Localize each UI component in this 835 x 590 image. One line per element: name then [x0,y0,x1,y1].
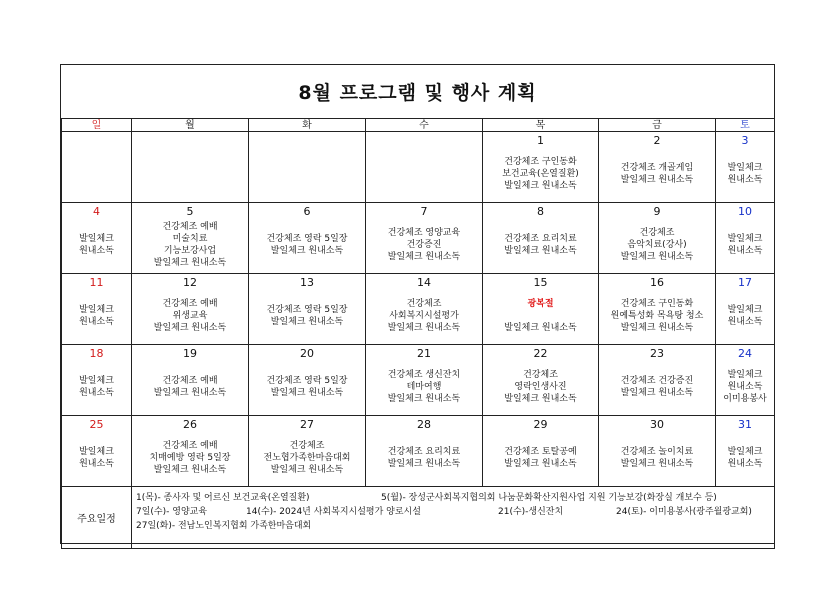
event-item: 발일체크 원내소독 [153,323,227,333]
day-cell [249,345,366,416]
day-cell [483,345,599,416]
event-item: 미술치료 [172,234,208,244]
day-number: 12 [183,276,197,289]
event-list [483,217,598,273]
day-cell [62,203,132,274]
week-row [62,274,775,345]
event-item: 전노협가족한마음대회 [263,453,351,463]
event-item: 발일체크 원내소독 [153,258,227,268]
event-item: 건강체조 구인동화 [504,157,577,167]
event-item: 건강체조 토탈공예 [504,447,577,457]
day-number: 15 [533,276,548,289]
week-row [62,132,775,203]
event-item: 원내소독 [727,317,763,327]
event-item: 건강체조 [639,228,675,238]
weekday-tuesday: 화 [249,119,366,132]
event-list [366,217,482,273]
day-cell [249,132,366,203]
event-item: 발일체크 [727,305,763,315]
week-row [62,345,775,416]
week-row [62,203,775,274]
event-item: 건강체조 생신잔치 [387,370,461,380]
event-item: 발일체크 원내소독 [620,252,694,262]
event-item: 원내소독 [79,246,114,256]
day-number: 13 [300,276,314,289]
event-item: 건강체조 요리치료 [387,447,461,457]
weekday-header-row [62,119,775,132]
event-item: 발일체크 원내소독 [504,323,577,333]
event-list [249,288,365,344]
event-list [249,146,365,202]
day-number: 22 [533,347,548,360]
event-item: 발일체크 [727,370,763,380]
notes-line-3 [136,519,774,533]
event-item: 발일체크 [727,163,763,173]
day-cell [716,345,775,416]
event-item: 원내소독 [727,459,763,469]
day-number: 6 [303,205,311,218]
day-cell [62,345,132,416]
day-number: 28 [417,418,431,431]
day-cell [62,416,132,487]
notes-line-2 [136,505,774,519]
event-list [132,359,248,415]
day-cell [132,132,249,203]
event-list [599,288,715,344]
day-number: 8 [537,205,544,218]
day-number: 14 [417,276,431,289]
event-item: 건강체조 건강증진 [620,376,694,386]
event-item: 건강증진 [406,240,442,250]
event-item: 건강체조 예배 [162,441,218,451]
event-list [132,430,248,486]
day-number: 29 [533,418,548,431]
note-item: 27일(화)- 전남노인복지협회 가족한마음대회 [136,521,312,531]
event-list [249,430,365,486]
notes-label: 주요일정 [62,487,132,549]
event-list [62,430,131,486]
event-item: 보건교육(온열질환) [502,169,579,179]
event-item: 발일체크 원내소독 [387,394,461,404]
event-item: 발일체크 원내소독 [504,459,577,469]
event-item: 발일체크 원내소독 [620,388,694,398]
day-cell [483,416,599,487]
day-cell [599,132,716,203]
event-list [366,359,482,415]
day-cell [132,274,249,345]
event-list [132,217,248,273]
event-list [599,146,715,202]
event-item: 발일체크 원내소독 [504,246,577,256]
event-list [716,146,774,202]
calendar-frame [60,64,775,544]
event-list [599,430,715,486]
day-number: 3 [741,134,749,147]
event-item: 발일체크 원내소독 [153,388,227,398]
event-item: 테마여행 [406,382,442,392]
day-number: 19 [183,347,197,360]
event-list [249,217,365,273]
day-cell [132,203,249,274]
event-item: 발일체크 [727,234,763,244]
event-item: 원내소독 [79,388,114,398]
event-item: 발일체크 [79,376,114,386]
event-item: 발일체크 원내소독 [270,465,344,475]
day-cell [483,203,599,274]
day-number: 4 [93,205,100,218]
day-number: 26 [183,418,197,431]
holiday-label: 광복절 [527,299,554,309]
day-cell [716,416,775,487]
event-item: 발일체크 원내소독 [620,175,694,185]
note-item: 14(수)- 2024년 사회복지시설평가 양로시설 [246,507,421,517]
day-number: 20 [300,347,314,360]
note-item: 1(목)- 종사자 및 어르신 보건교육(온열질환) [136,493,310,503]
day-number: 2 [653,134,661,147]
event-item: 건강체조 [523,370,558,380]
day-number: 25 [89,418,104,431]
event-item: 건강체조 개골게임 [620,163,694,173]
day-number: 5 [186,205,194,218]
day-cell [483,274,599,345]
day-number: 27 [300,418,314,431]
notes-content [132,487,775,549]
event-list [366,146,482,202]
event-item: 건강체조 영락 5일장 [266,234,348,244]
day-cell [483,132,599,203]
event-item: 기능보강사업 [163,246,217,256]
day-cell [249,274,366,345]
day-number: 11 [89,276,104,289]
day-cell [366,345,483,416]
event-list [483,146,598,202]
note-item: 24(토)- 이미용봉사(광주월광교회) [616,507,752,517]
day-cell [716,203,775,274]
event-item: 발일체크 [79,234,114,244]
event-list [599,359,715,415]
event-item: 원내소독 [727,382,763,392]
weekday-monday: 월 [132,119,249,132]
event-item: 발일체크 [79,447,114,457]
event-item: 건강체조 영양교육 [387,228,461,238]
event-item: 발일체크 [79,305,114,315]
event-list [599,217,715,273]
day-number: 16 [650,276,664,289]
day-cell [366,274,483,345]
event-list [716,288,774,344]
event-item: 건강체조 놀이치료 [620,447,694,457]
event-item: 건강체조 예배 [162,299,218,309]
event-list [483,430,598,486]
day-cell [366,132,483,203]
day-number: 18 [89,347,104,360]
weekday-wednesday: 수 [366,119,483,132]
event-list [716,430,774,486]
event-list [366,288,482,344]
day-number: 1 [537,134,544,147]
weekday-thursday: 목 [483,119,599,132]
event-item: 발일체크 원내소독 [270,246,344,256]
day-number: 9 [653,205,661,218]
day-cell [132,345,249,416]
event-item: 발일체크 원내소독 [270,388,344,398]
event-list [62,359,131,415]
notes-line-1 [136,491,774,505]
event-item: 원내소독 [727,175,763,185]
day-cell [366,416,483,487]
day-number: 7 [420,205,428,218]
day-cell [599,345,716,416]
day-cell [599,274,716,345]
weekday-friday: 금 [599,119,716,132]
day-cell [62,132,132,203]
day-cell [599,416,716,487]
event-item: 원예특성화 목욕탕 청소 [610,311,704,321]
event-item: 발일체크 [727,447,763,457]
event-item: 음악치료(강사) [627,240,687,250]
event-list [132,288,248,344]
event-item: 치매예방 영락 5일장 [149,453,231,463]
day-number: 10 [738,205,752,218]
event-list [62,217,131,273]
day-number: 17 [738,276,752,289]
day-cell [249,203,366,274]
day-number: 21 [417,347,431,360]
event-list [483,359,598,415]
day-cell [132,416,249,487]
event-list [249,359,365,415]
event-item: 발일체크 원내소독 [504,181,577,191]
event-item: 건강체조 영락 5일장 [266,376,348,386]
event-item: 발일체크 원내소독 [504,394,577,404]
event-item: 발일체크 원내소독 [387,252,461,262]
event-list [716,359,774,415]
event-list [62,288,131,344]
event-list [483,288,598,344]
day-number: 24 [738,347,752,360]
day-cell [366,203,483,274]
event-item: 발일체크 원내소독 [387,459,461,469]
event-item: 건강체조 예배 [162,222,218,232]
day-cell [716,274,775,345]
event-item: 건강체조 영락 5일장 [266,305,348,315]
event-item: 발일체크 원내소독 [620,323,694,333]
notes-row [62,487,775,549]
event-list [62,146,131,202]
event-list [366,430,482,486]
event-item: 건강체조 예배 [162,376,218,386]
event-item: 건강체조 [406,299,442,309]
day-number: 30 [650,418,664,431]
event-item: 발일체크 원내소독 [620,459,694,469]
event-item: 원내소독 [727,246,763,256]
week-row [62,416,775,487]
day-number: 23 [650,347,664,360]
weekday-sunday: 일 [62,119,132,132]
day-cell [249,416,366,487]
event-item: 발일체크 원내소독 [270,317,344,327]
note-item: 21(수)-생신잔치 [498,507,564,517]
page-title: 8월 프로그램 및 행사 계획 [298,82,537,104]
event-list [716,217,774,273]
event-item: 발일체크 원내소독 [387,323,461,333]
note-item: 7일(수)- 영양교육 [136,507,208,517]
day-cell [599,203,716,274]
event-item: 이미용봉사 [723,394,767,404]
event-item: 위생교육 [172,311,208,321]
event-item: 건강체조 요리치료 [504,234,577,244]
event-item: 건강체조 [289,441,325,451]
weekday-saturday: 토 [716,119,775,132]
calendar-table [61,118,775,549]
note-item: 5(월)- 장성군사회복지협의회 나눔문화확산지원사업 지원 기능보강(화장실 개보수 등) [381,493,717,503]
day-cell [62,274,132,345]
event-item: 원내소독 [79,317,114,327]
event-item: 사회복지시설평가 [389,311,459,321]
event-item: 건강체조 구인동화 [620,299,694,309]
event-list [132,146,248,202]
day-cell [716,132,775,203]
event-item: 영락인생사진 [514,382,567,392]
event-item: 원내소독 [79,459,114,469]
day-number: 31 [738,418,752,431]
event-item: 발일체크 원내소독 [153,465,227,475]
